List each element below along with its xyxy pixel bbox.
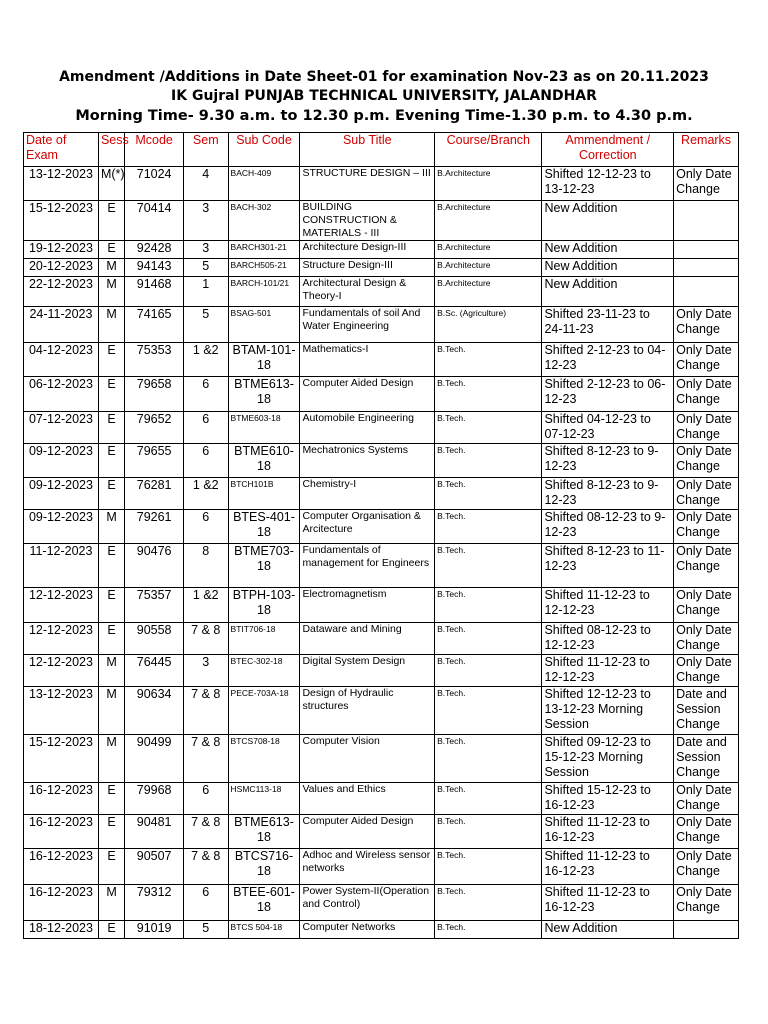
- cell-subcode: BTCS708-18: [228, 735, 300, 783]
- cell-amendment: Shifted 11-12-23 to 12-12-23: [542, 588, 674, 623]
- cell-course: B.Tech.: [435, 885, 542, 921]
- cell-amendment: Shifted 12-12-23 to 13-12-23: [542, 167, 674, 201]
- cell-remarks: Only Date Change: [674, 377, 739, 412]
- cell-sem: 4: [184, 167, 229, 201]
- cell-sem: 1 &2: [184, 343, 229, 377]
- cell-remarks: Only Date Change: [674, 478, 739, 510]
- cell-subcode: BARCH301-21: [228, 241, 300, 259]
- cell-course: B.Tech.: [435, 783, 542, 815]
- cell-remarks: [674, 241, 739, 259]
- cell-subtitle: Computer Aided Design: [300, 377, 435, 412]
- cell-date: 15-12-2023: [24, 735, 99, 783]
- cell-amendment: Shifted 12-12-23 to 13-12-23 Morning Session: [542, 687, 674, 735]
- cell-date: 15-12-2023: [24, 201, 99, 241]
- cell-subtitle: Chemistry-I: [300, 478, 435, 510]
- cell-course: B.Architecture: [435, 167, 542, 201]
- cell-sem: 6: [184, 885, 229, 921]
- cell-course: B.Tech.: [435, 377, 542, 412]
- cell-sess: M: [98, 307, 124, 343]
- cell-subcode: BTME610-18: [228, 444, 300, 478]
- cell-mcode: 90499: [125, 735, 184, 783]
- cell-subtitle: Automobile Engineering: [300, 412, 435, 444]
- cell-mcode: 79312: [125, 885, 184, 921]
- cell-sess: M: [98, 655, 124, 687]
- cell-subtitle: Values and Ethics: [300, 783, 435, 815]
- cell-amendment: Shifted 11-12-23 to 16-12-23: [542, 815, 674, 849]
- cell-amendment: Shifted 2-12-23 to 06-12-23: [542, 377, 674, 412]
- table-header-row: [24, 133, 739, 167]
- document-header: [0, 68, 768, 126]
- cell-course: B.Tech.: [435, 544, 542, 588]
- cell-date: 13-12-2023: [24, 167, 99, 201]
- cell-mcode: 94143: [125, 259, 184, 277]
- cell-mcode: 75353: [125, 343, 184, 377]
- cell-amendment: Shifted 11-12-23 to 16-12-23: [542, 849, 674, 885]
- cell-subcode: BACH-302: [228, 201, 300, 241]
- cell-sem: 1 &2: [184, 478, 229, 510]
- cell-subcode: PECE-703A-18: [228, 687, 300, 735]
- cell-amendment: Shifted 8-12-23 to 9-12-23: [542, 444, 674, 478]
- table-row: [24, 167, 739, 201]
- cell-sess: E: [98, 783, 124, 815]
- table-row: [24, 412, 739, 444]
- cell-sess: E: [98, 444, 124, 478]
- cell-remarks: [674, 201, 739, 241]
- cell-subcode: BTCS 504-18: [228, 921, 300, 939]
- cell-subcode: BACH-409: [228, 167, 300, 201]
- cell-remarks: Only Date Change: [674, 307, 739, 343]
- cell-subcode: BTAM-101-18: [228, 343, 300, 377]
- cell-course: B.Tech.: [435, 623, 542, 655]
- cell-sem: 6: [184, 783, 229, 815]
- cell-remarks: Only Date Change: [674, 544, 739, 588]
- cell-subtitle: Electromagnetism: [300, 588, 435, 623]
- cell-date: 16-12-2023: [24, 885, 99, 921]
- amendment-title: Amendment /Additions in Date Sheet-01 for examination Nov-23 as on 20.11.2023: [59, 69, 709, 85]
- col-header-amendment: Ammendment / Correction: [542, 133, 674, 167]
- cell-sess: M: [98, 885, 124, 921]
- exam-timings: Morning Time- 9.30 a.m. to 12.30 p.m. Evening Time-1.30 p.m. to 4.30 p.m.: [75, 108, 693, 124]
- cell-date: 12-12-2023: [24, 623, 99, 655]
- cell-sess: E: [98, 921, 124, 939]
- cell-sem: 6: [184, 444, 229, 478]
- cell-course: B.Tech.: [435, 444, 542, 478]
- cell-subtitle: Structure Design-III: [300, 259, 435, 277]
- col-header-mcode: Mcode: [125, 133, 184, 167]
- cell-mcode: 90558: [125, 623, 184, 655]
- table-row: [24, 849, 739, 885]
- cell-sem: 7 & 8: [184, 849, 229, 885]
- cell-course: B.Tech.: [435, 343, 542, 377]
- cell-mcode: 79968: [125, 783, 184, 815]
- cell-mcode: 79658: [125, 377, 184, 412]
- cell-course: B.Sc. (Agriculture): [435, 307, 542, 343]
- cell-subtitle: Power System-II(Operation and Control): [300, 885, 435, 921]
- table-row: [24, 241, 739, 259]
- cell-amendment: Shifted 08-12-23 to 9-12-23: [542, 510, 674, 544]
- cell-date: 16-12-2023: [24, 783, 99, 815]
- cell-amendment: Shifted 2-12-23 to 04-12-23: [542, 343, 674, 377]
- cell-remarks: Only Date Change: [674, 167, 739, 201]
- cell-subtitle: Digital System Design: [300, 655, 435, 687]
- cell-subtitle: Fundamentals of soil And Water Engineering: [300, 307, 435, 343]
- table-row: [24, 307, 739, 343]
- cell-date: 12-12-2023: [24, 655, 99, 687]
- table-row: [24, 687, 739, 735]
- cell-sem: 5: [184, 921, 229, 939]
- cell-subtitle: Adhoc and Wireless sensor networks: [300, 849, 435, 885]
- cell-subcode: BSAG-501: [228, 307, 300, 343]
- cell-amendment: Shifted 04-12-23 to 07-12-23: [542, 412, 674, 444]
- university-name: IK Gujral PUNJAB TECHNICAL UNIVERSITY, JALANDHAR: [171, 88, 597, 104]
- cell-course: B.Tech.: [435, 510, 542, 544]
- table-row: [24, 588, 739, 623]
- cell-sess: M: [98, 687, 124, 735]
- table-body: [24, 167, 739, 939]
- cell-amendment: Shifted 15-12-23 to 16-12-23: [542, 783, 674, 815]
- cell-subtitle: Dataware and Mining: [300, 623, 435, 655]
- cell-sess: E: [98, 544, 124, 588]
- cell-sess: E: [98, 478, 124, 510]
- cell-subcode: BTME613-18: [228, 377, 300, 412]
- cell-date: 12-12-2023: [24, 588, 99, 623]
- cell-sem: 5: [184, 307, 229, 343]
- cell-subcode: BTME613-18: [228, 815, 300, 849]
- cell-mcode: 79261: [125, 510, 184, 544]
- cell-sess: E: [98, 377, 124, 412]
- cell-mcode: 71024: [125, 167, 184, 201]
- cell-sem: 1: [184, 277, 229, 307]
- cell-remarks: [674, 921, 739, 939]
- cell-sem: 6: [184, 377, 229, 412]
- col-header-subtitle: Sub Title: [300, 133, 435, 167]
- cell-remarks: [674, 259, 739, 277]
- cell-remarks: Only Date Change: [674, 343, 739, 377]
- cell-amendment: Shifted 08-12-23 to 12-12-23: [542, 623, 674, 655]
- cell-remarks: Date and Session Change: [674, 735, 739, 783]
- cell-remarks: Only Date Change: [674, 412, 739, 444]
- cell-sem: 8: [184, 544, 229, 588]
- cell-subcode: BTIT706-18: [228, 623, 300, 655]
- cell-subcode: HSMC113-18: [228, 783, 300, 815]
- cell-date: 09-12-2023: [24, 444, 99, 478]
- cell-amendment: Shifted 09-12-23 to 15-12-23 Morning Session: [542, 735, 674, 783]
- cell-course: B.Tech.: [435, 478, 542, 510]
- cell-amendment: Shifted 8-12-23 to 11-12-23: [542, 544, 674, 588]
- cell-course: B.Architecture: [435, 241, 542, 259]
- cell-sem: 7 & 8: [184, 735, 229, 783]
- table-row: [24, 783, 739, 815]
- cell-date: 06-12-2023: [24, 377, 99, 412]
- table-row: [24, 343, 739, 377]
- cell-sem: 7 & 8: [184, 815, 229, 849]
- cell-sess: M(*): [98, 167, 124, 201]
- cell-course: B.Architecture: [435, 201, 542, 241]
- cell-date: 07-12-2023: [24, 412, 99, 444]
- cell-mcode: 75357: [125, 588, 184, 623]
- cell-sess: M: [98, 277, 124, 307]
- col-header-sess: Sess: [98, 133, 124, 167]
- cell-sess: E: [98, 241, 124, 259]
- table-row: [24, 921, 739, 939]
- cell-subcode: BARCH-101/21: [228, 277, 300, 307]
- table-row: [24, 885, 739, 921]
- cell-amendment: New Addition: [542, 921, 674, 939]
- cell-sem: 7 & 8: [184, 623, 229, 655]
- cell-amendment: Shifted 23-11-23 to 24-11-23: [542, 307, 674, 343]
- cell-date: 13-12-2023: [24, 687, 99, 735]
- cell-course: B.Tech.: [435, 849, 542, 885]
- col-header-sem: Sem: [184, 133, 229, 167]
- table-row: [24, 377, 739, 412]
- table-row: [24, 201, 739, 241]
- cell-mcode: 79652: [125, 412, 184, 444]
- cell-amendment: Shifted 11-12-23 to 16-12-23: [542, 885, 674, 921]
- cell-subcode: BTEC-302-18: [228, 655, 300, 687]
- cell-mcode: 90507: [125, 849, 184, 885]
- col-header-remarks: Remarks: [674, 133, 739, 167]
- cell-course: B.Tech.: [435, 588, 542, 623]
- cell-date: 19-12-2023: [24, 241, 99, 259]
- cell-subtitle: Fundamentals of management for Engineers: [300, 544, 435, 588]
- cell-subtitle: Architectural Design & Theory-I: [300, 277, 435, 307]
- cell-course: B.Tech.: [435, 735, 542, 783]
- cell-amendment: New Addition: [542, 259, 674, 277]
- cell-remarks: Only Date Change: [674, 885, 739, 921]
- cell-date: 09-12-2023: [24, 510, 99, 544]
- cell-remarks: Only Date Change: [674, 783, 739, 815]
- cell-mcode: 91019: [125, 921, 184, 939]
- cell-remarks: Only Date Change: [674, 444, 739, 478]
- table-row: [24, 623, 739, 655]
- col-header-course: Course/Branch: [435, 133, 542, 167]
- table-row: [24, 544, 739, 588]
- cell-subtitle: BUILDING CONSTRUCTION & MATERIALS - III: [300, 201, 435, 241]
- col-header-subcode: Sub Code: [228, 133, 300, 167]
- cell-mcode: 90481: [125, 815, 184, 849]
- cell-remarks: Date and Session Change: [674, 687, 739, 735]
- cell-course: B.Architecture: [435, 259, 542, 277]
- date-sheet-table: [23, 132, 739, 939]
- cell-sess: E: [98, 588, 124, 623]
- cell-subcode: BTME603-18: [228, 412, 300, 444]
- cell-subtitle: Computer Aided Design: [300, 815, 435, 849]
- cell-remarks: Only Date Change: [674, 588, 739, 623]
- cell-course: B.Tech.: [435, 412, 542, 444]
- cell-sem: 5: [184, 259, 229, 277]
- cell-course: B.Tech.: [435, 655, 542, 687]
- cell-sess: M: [98, 510, 124, 544]
- cell-subtitle: Computer Vision: [300, 735, 435, 783]
- cell-date: 22-12-2023: [24, 277, 99, 307]
- cell-sess: E: [98, 412, 124, 444]
- cell-date: 11-12-2023: [24, 544, 99, 588]
- col-header-date: Date of Exam: [24, 133, 99, 167]
- table-row: [24, 277, 739, 307]
- cell-subtitle: Mechatronics Systems: [300, 444, 435, 478]
- cell-remarks: Only Date Change: [674, 623, 739, 655]
- cell-date: 24-11-2023: [24, 307, 99, 343]
- cell-sess: E: [98, 201, 124, 241]
- cell-sem: 3: [184, 201, 229, 241]
- cell-mcode: 90476: [125, 544, 184, 588]
- cell-date: 18-12-2023: [24, 921, 99, 939]
- cell-remarks: [674, 277, 739, 307]
- table-row: [24, 259, 739, 277]
- cell-subcode: BTES-401-18: [228, 510, 300, 544]
- cell-remarks: Only Date Change: [674, 655, 739, 687]
- table-row: [24, 510, 739, 544]
- table-row: [24, 655, 739, 687]
- cell-amendment: New Addition: [542, 241, 674, 259]
- cell-subcode: BTME703-18: [228, 544, 300, 588]
- table-row: [24, 735, 739, 783]
- cell-date: 16-12-2023: [24, 849, 99, 885]
- cell-sess: E: [98, 623, 124, 655]
- cell-date: 16-12-2023: [24, 815, 99, 849]
- cell-subcode: BTCS716-18: [228, 849, 300, 885]
- cell-date: 04-12-2023: [24, 343, 99, 377]
- cell-mcode: 74165: [125, 307, 184, 343]
- cell-sess: E: [98, 343, 124, 377]
- cell-sem: 6: [184, 510, 229, 544]
- cell-sess: M: [98, 259, 124, 277]
- cell-sess: M: [98, 735, 124, 783]
- cell-course: B.Tech.: [435, 921, 542, 939]
- table-row: [24, 444, 739, 478]
- cell-mcode: 92428: [125, 241, 184, 259]
- cell-sem: 3: [184, 655, 229, 687]
- cell-subtitle: Architecture Design-III: [300, 241, 435, 259]
- cell-sem: 6: [184, 412, 229, 444]
- cell-mcode: 70414: [125, 201, 184, 241]
- cell-mcode: 79655: [125, 444, 184, 478]
- cell-subcode: BTEE-601-18: [228, 885, 300, 921]
- table-row: [24, 815, 739, 849]
- cell-subtitle: Computer Organisation & Arcitecture: [300, 510, 435, 544]
- cell-subtitle: STRUCTURE DESIGN – III: [300, 167, 435, 201]
- cell-mcode: 76281: [125, 478, 184, 510]
- cell-remarks: Only Date Change: [674, 815, 739, 849]
- cell-mcode: 91468: [125, 277, 184, 307]
- cell-subcode: BTCH101B: [228, 478, 300, 510]
- cell-sem: 1 &2: [184, 588, 229, 623]
- cell-subcode: BARCH505-21: [228, 259, 300, 277]
- cell-sem: 7 & 8: [184, 687, 229, 735]
- cell-subtitle: Computer Networks: [300, 921, 435, 939]
- cell-course: B.Architecture: [435, 277, 542, 307]
- cell-amendment: Shifted 11-12-23 to 12-12-23: [542, 655, 674, 687]
- cell-date: 20-12-2023: [24, 259, 99, 277]
- cell-mcode: 90634: [125, 687, 184, 735]
- cell-subtitle: Mathematics-I: [300, 343, 435, 377]
- cell-sess: E: [98, 815, 124, 849]
- cell-sem: 3: [184, 241, 229, 259]
- cell-remarks: Only Date Change: [674, 510, 739, 544]
- cell-date: 09-12-2023: [24, 478, 99, 510]
- cell-amendment: New Addition: [542, 201, 674, 241]
- cell-mcode: 76445: [125, 655, 184, 687]
- cell-amendment: New Addition: [542, 277, 674, 307]
- cell-course: B.Tech.: [435, 815, 542, 849]
- cell-subtitle: Design of Hydraulic structures: [300, 687, 435, 735]
- cell-remarks: Only Date Change: [674, 849, 739, 885]
- table-row: [24, 478, 739, 510]
- cell-amendment: Shifted 8-12-23 to 9-12-23: [542, 478, 674, 510]
- cell-course: B.Tech.: [435, 687, 542, 735]
- cell-sess: E: [98, 849, 124, 885]
- cell-subcode: BTPH-103-18: [228, 588, 300, 623]
